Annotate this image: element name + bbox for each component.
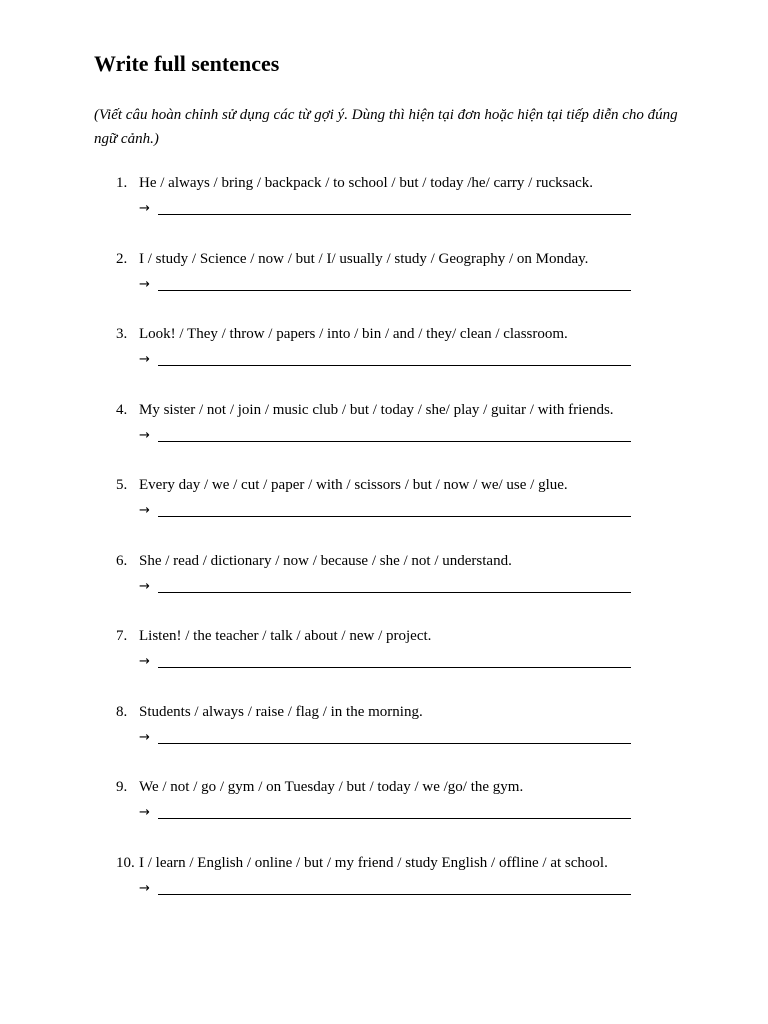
arrow-right-icon: →	[139, 578, 150, 594]
item-number: 9.	[116, 779, 128, 795]
arrow-right-icon: →	[139, 503, 150, 518]
page-title: Write full sentences	[94, 51, 280, 76]
answer-row[interactable]	[139, 500, 631, 522]
answer-line[interactable]	[158, 592, 631, 593]
exercise-item	[0, 246, 768, 322]
item-prompt: I / study / Science / now / but / I/ usually / study / Geography / on Monday.	[139, 250, 589, 267]
item-number: 8.	[116, 703, 128, 720]
exercise-item	[0, 850, 768, 926]
arrow-right-icon: →	[139, 805, 150, 820]
answer-row[interactable]	[139, 727, 631, 749]
item-prompt: I / learn / English / online / but / my friend / study English / offline / at school.	[139, 854, 608, 871]
answer-row[interactable]	[139, 198, 631, 220]
item-prompt: Listen! / the teacher / talk / about / new / project.	[139, 628, 432, 644]
item-prompt: We / not / go / gym / on Tuesday / but / today / we /go/ the gym.	[139, 779, 524, 795]
item-number: 3.	[116, 326, 128, 342]
item-number: 4.	[116, 401, 128, 418]
arrow-right-icon: →	[139, 352, 150, 367]
answer-line[interactable]	[158, 441, 631, 442]
item-number: 5.	[116, 477, 128, 493]
answer-row[interactable]	[139, 425, 631, 447]
arrow-right-icon: →	[139, 654, 150, 669]
answer-line[interactable]	[158, 743, 631, 744]
answer-row[interactable]	[139, 802, 631, 824]
exercise-item	[0, 548, 768, 624]
arrow-right-icon: →	[139, 880, 150, 896]
answer-line[interactable]	[158, 667, 631, 668]
exercise-item	[0, 623, 768, 699]
item-prompt: Look! / They / throw / papers / into / bin / and / they/ clean / classroom.	[139, 326, 568, 342]
arrow-right-icon: →	[139, 201, 150, 216]
item-number: 6.	[116, 552, 128, 569]
answer-line[interactable]	[158, 365, 631, 366]
arrow-right-icon: →	[139, 276, 150, 292]
answer-row[interactable]	[139, 576, 631, 598]
item-prompt: She / read / dictionary / now / because / she / not / understand.	[139, 552, 512, 569]
answer-row[interactable]	[139, 878, 631, 900]
instruction-text: (Viết câu hoàn chỉnh sử dụng các từ gợi ý. Dùng thì hiện tại đơn hoặc hiện tại tiếp diễn cho đúng ngữ cảnh.)	[94, 107, 678, 147]
answer-row[interactable]	[139, 651, 631, 673]
exercise-item	[0, 774, 768, 850]
answer-line[interactable]	[158, 290, 631, 291]
answer-line[interactable]	[158, 516, 631, 517]
item-number: 1.	[116, 175, 128, 191]
answer-line[interactable]	[158, 818, 631, 819]
exercise-item	[0, 170, 768, 246]
arrow-right-icon: →	[139, 729, 150, 745]
exercise-item	[0, 321, 768, 397]
answer-line[interactable]	[158, 894, 631, 895]
arrow-right-icon: →	[139, 427, 150, 443]
item-number: 2.	[116, 250, 128, 267]
item-prompt: He / always / bring / backpack / to school / but / today /he/ carry / rucksack.	[139, 175, 594, 191]
item-prompt: Students / always / raise / flag / in the morning.	[139, 703, 423, 720]
answer-row[interactable]	[139, 349, 631, 371]
exercise-list	[0, 170, 768, 925]
item-prompt: My sister / not / join / music club / but / today / she/ play / guitar / with friends.	[139, 401, 614, 418]
answer-row[interactable]	[139, 274, 631, 296]
item-prompt: Every day / we / cut / paper / with / scissors / but / now / we/ use / glue.	[139, 477, 568, 493]
exercise-item	[0, 699, 768, 775]
answer-line[interactable]	[158, 214, 631, 215]
exercise-item	[0, 472, 768, 548]
exercise-item	[0, 397, 768, 473]
item-number: 7.	[116, 628, 128, 644]
item-number: 10.	[116, 854, 135, 871]
